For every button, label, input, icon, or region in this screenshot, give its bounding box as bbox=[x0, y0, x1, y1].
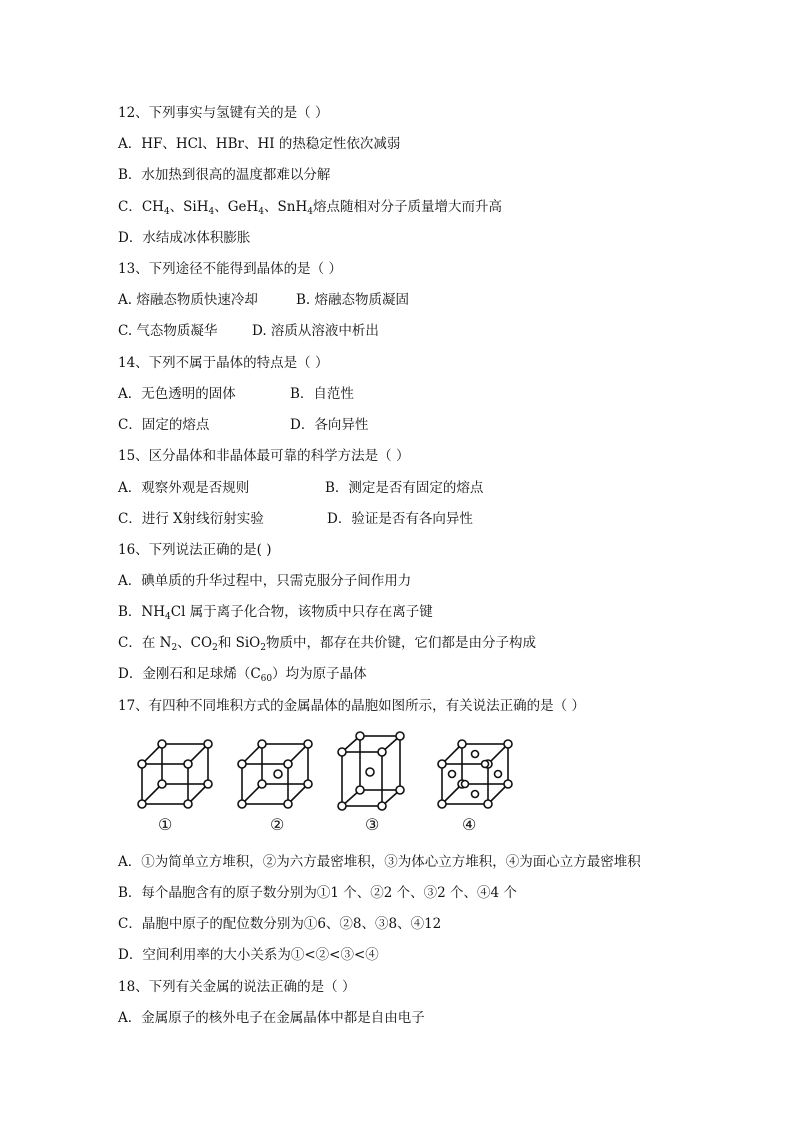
q17-option-b: B．每个晶胞含有的原子数分别为①1 个、②2 个、③2 个、④4 个 bbox=[118, 885, 517, 901]
q15-stem: 15、区分晶体和非晶体最可靠的科学方法是（ ） bbox=[118, 448, 410, 464]
cell-3-tall-cell bbox=[338, 732, 404, 810]
q16-stem: 16、下列说法正确的是( ) bbox=[118, 542, 272, 558]
figure-label-2: ② bbox=[270, 815, 285, 834]
q13-option-d: D. 溶质从溶液中析出 bbox=[252, 323, 379, 339]
q14-option-d: D．各向异性 bbox=[290, 417, 369, 433]
cell-4-face-centered bbox=[438, 740, 512, 808]
q12-option-c: C．$CH_4$、SiH$_4$、GeH$_4$、SnH$_4$熔点随相对分子质量增大而升高 bbox=[118, 199, 502, 217]
q13-stem: 13、下列途径不能得到晶体的是（ ） bbox=[118, 261, 342, 277]
q14-stem: 14、下列不属于晶体的特点是（ ） bbox=[118, 355, 329, 371]
q12-option-b: B．水加热到很高的温度都难以分解 bbox=[118, 167, 331, 183]
q17-option-a: A．①为简单立方堆积，②为六方最密堆积，③为体心立方堆积，④为面心立方最密堆积 bbox=[118, 854, 641, 870]
q15-option-b: B．测定是否有固定的熔点 bbox=[325, 480, 484, 496]
q15-option-d: D．验证是否有各向异性 bbox=[327, 511, 473, 527]
q15-option-a: A．观察外观是否规则 bbox=[118, 480, 250, 496]
figure-label-4: ④ bbox=[462, 815, 477, 834]
figure-label-3: ③ bbox=[365, 815, 380, 834]
q13-option-a: A. 熔融态物质快速冷却 bbox=[118, 292, 258, 308]
q14-option-b: B．自范性 bbox=[290, 386, 354, 402]
q12-option-a: A．HF、HCl、HBr、HI 的热稳定性依次减弱 bbox=[118, 136, 401, 152]
q15-option-c: C．进行 X射线衍射实验 bbox=[118, 511, 264, 527]
q17-stem: 17、有四种不同堆积方式的金属晶体的晶胞如图所示，有关说法正确的是（ ） bbox=[118, 698, 585, 714]
q18-option-a: A．金属原子的核外电子在金属晶体中都是自由电子 bbox=[118, 1010, 425, 1026]
q17-option-d: D．空间利用率的大小关系为①<②<③<④ bbox=[118, 947, 379, 963]
q16-option-d: D．金刚石和足球烯$(C_{60})$均为原子晶体 bbox=[118, 666, 367, 684]
cell-2-body-centered bbox=[238, 740, 312, 808]
q13-option-b: B. 熔融态物质凝固 bbox=[296, 292, 410, 308]
q16-option-b: B．$NH_4Cl$ 属于离子化合物，该物质中只存在离子键 bbox=[118, 604, 433, 622]
q14-option-a: A．无色透明的固体 bbox=[118, 386, 236, 402]
q17-option-c: C．晶胞中原子的配位数分别为①6、②8、③8、④12 bbox=[118, 916, 442, 932]
figure-label-1: ① bbox=[158, 815, 173, 834]
q16-option-a: A．碘单质的升华过程中，只需克服分子间作用力 bbox=[118, 573, 412, 589]
q18-stem: 18、下列有关金属的说法正确的是（ ） bbox=[118, 979, 356, 995]
cell-1-simple-cubic bbox=[138, 740, 212, 808]
q16-option-c: C．在 $N_2$、$CO_2$和 SiO$_2$物质中，都存在共价键，它们都是由分子构成 bbox=[118, 635, 536, 653]
q14-option-c: C．固定的熔点 bbox=[118, 417, 210, 433]
q13-option-c: C. 气态物质凝华 bbox=[118, 323, 218, 339]
q12-option-d: D．水结成冰体积膨胀 bbox=[118, 230, 251, 246]
q12-stem: 12、下列事实与氢键有关的是（ ） bbox=[118, 105, 329, 121]
